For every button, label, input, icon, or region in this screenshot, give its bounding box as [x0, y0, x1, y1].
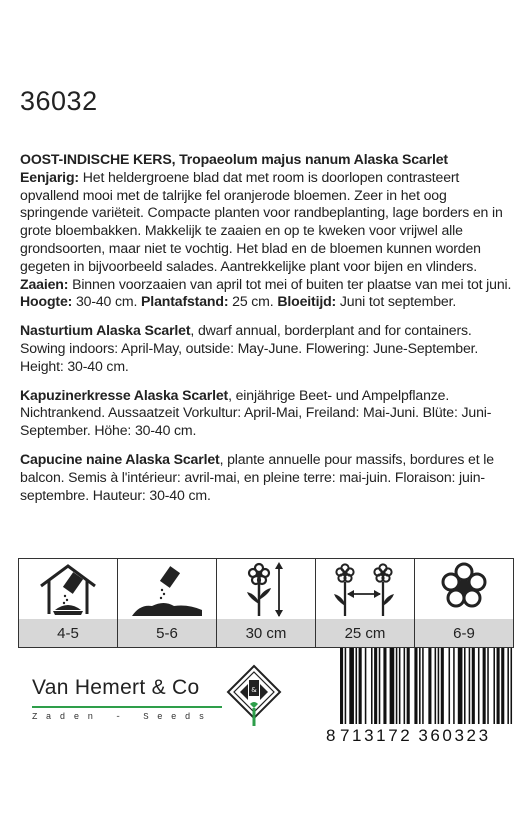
barcode-bar	[472, 648, 475, 724]
barcode-bar	[458, 648, 463, 724]
barcode-group-2: 360323	[418, 726, 491, 745]
indoor-sowing-icon	[23, 560, 113, 618]
outdoor-sowing-icon	[122, 560, 212, 618]
nl-zaaien-label: Zaaien:	[20, 275, 69, 292]
sowing-info-icons	[18, 558, 514, 648]
de-name: Kapuzinerkresse Alaska Scarlet	[20, 386, 229, 403]
nl-bloeitijd-text: Juni tot september.	[336, 293, 457, 310]
brand-logo-icon	[226, 664, 282, 728]
brand-underline	[32, 706, 222, 708]
product-code: 36032	[20, 86, 98, 116]
barcode-bar	[493, 648, 495, 724]
nl-plantafstand-label: Plantafstand:	[141, 293, 229, 310]
barcode-bar	[469, 648, 471, 724]
nl-bloeitijd-label: Bloeitijd:	[277, 293, 337, 310]
brand-block	[32, 676, 224, 722]
barcode-bar	[396, 648, 398, 724]
barcode-bar	[383, 648, 386, 724]
nl-hoogte-text: 30-40 cm.	[72, 293, 142, 310]
barcode-digits	[326, 726, 518, 746]
nl-title: OOST-INDISCHE KERS, Tropaeolum majus nanum Alaska Scarlet	[20, 151, 448, 167]
plant-spacing-icon	[320, 560, 410, 618]
barcode-bar	[438, 648, 440, 724]
barcode-group-1: 713172	[340, 726, 413, 745]
barcode-bar	[449, 648, 451, 724]
barcode-bar	[428, 648, 431, 724]
barcode-bar	[478, 648, 480, 724]
description-en	[20, 322, 516, 375]
barcode-bar	[345, 648, 347, 724]
nl-eenjarig-label: Eenjarig:	[20, 168, 79, 185]
barcode-bar	[483, 648, 486, 724]
en-name: Nasturtium Alaska Scarlet	[20, 322, 191, 339]
plant-height-icon	[221, 560, 311, 618]
icon-cell-outdoor-sowing	[118, 559, 217, 647]
brand-name: Van Hemert & Co	[32, 676, 200, 699]
barcode-bar	[374, 648, 377, 724]
description-fr	[20, 451, 516, 504]
nl-hoogte-label: Hoogte:	[20, 293, 73, 310]
barcode-bar	[435, 648, 437, 724]
nl-plantafstand-text: 25 cm.	[228, 293, 278, 310]
barcode-bar	[340, 648, 343, 724]
barcode-lead-digit: 8	[326, 726, 336, 745]
barcode-bar	[356, 648, 358, 724]
indoor-sowing-label: 4-5	[19, 619, 117, 647]
icon-cell-flowering	[415, 559, 513, 647]
barcode-bar	[422, 648, 424, 724]
barcode-bar	[349, 648, 354, 724]
outdoor-sowing-label: 5-6	[118, 619, 216, 647]
en-text: , dwarf annual, borderplant and for containers. Sowing indoors: April-May, outside: May-June. Flowering: June-September. Height: 30-40 cm.	[20, 322, 479, 374]
barcode-bar	[365, 648, 367, 724]
barcode-bar	[453, 648, 455, 724]
de-text: , einjährige Beet- und Ampelpflanze. Nichtrankend. Aussaatzeit Vorkultur: April-Mai, Freiland: Mai-Juni. Blüte: Juni-September. Höhe: 30-40 cm.	[20, 386, 492, 439]
svg-text:&: &	[251, 686, 257, 694]
plant-spacing-label: 25 cm	[316, 619, 414, 647]
barcode-bar	[441, 648, 444, 724]
barcode-bar	[390, 648, 395, 724]
fr-name: Capucine naine Alaska Scarlet	[20, 450, 220, 467]
barcode-bar	[487, 648, 489, 724]
barcode	[326, 648, 518, 754]
barcode-bar	[501, 648, 504, 724]
barcode-bar	[359, 648, 362, 724]
barcode-bar	[511, 648, 513, 724]
barcode-bar	[464, 648, 466, 724]
barcode-bar	[404, 648, 406, 724]
barcode-bar	[419, 648, 421, 724]
barcode-bar	[414, 648, 417, 724]
plant-height-label: 30 cm	[217, 619, 315, 647]
flowering-icon	[419, 560, 509, 618]
barcode-bar	[497, 648, 500, 724]
barcode-bar	[407, 648, 410, 724]
barcode-bar	[371, 648, 373, 724]
barcode-bar	[379, 648, 381, 724]
description-de	[20, 387, 516, 440]
flowering-label: 6-9	[415, 619, 513, 647]
barcode-bar	[507, 648, 509, 724]
barcode-bars	[326, 648, 518, 724]
description-block	[20, 151, 516, 515]
icon-cell-plant-spacing	[316, 559, 415, 647]
nl-eenjarig-text: Het heldergroene blad dat met room is doorlopen contrasteert opvallend mooi met de talrijke fel oranjerode bloemen. Zeer in het oog springende variëteit. Compacte planten voor randbeplanting, lage borders en in grote bloembakken. Makkelijk te zaaien en op te kweken voor vrijwel alle grondsoorten, maar niet te vochtig. Het blad en de bloemen kunnen worden gegeten in bijvoorbeeld salades. Aantrekkelijke plant voor bijen en vlinders.	[20, 168, 503, 274]
icon-cell-indoor-sowing	[19, 559, 118, 647]
brand-subtitle: Zaden - Seeds	[32, 712, 213, 722]
fr-text: , plante annuelle pour massifs, bordures et le balcon. Semis à l'intérieur: avril-mai, en pleine terre: mai-juin. Floraison: juin-septembre. Hauteur: 30-40 cm.	[20, 450, 494, 503]
nl-zaaien-text: Binnen voorzaaien van april tot mei of buiten ter plaatse van mei tot juni.	[68, 275, 512, 292]
barcode-bar	[399, 648, 401, 724]
description-nl	[20, 151, 516, 311]
icon-cell-plant-height	[217, 559, 316, 647]
